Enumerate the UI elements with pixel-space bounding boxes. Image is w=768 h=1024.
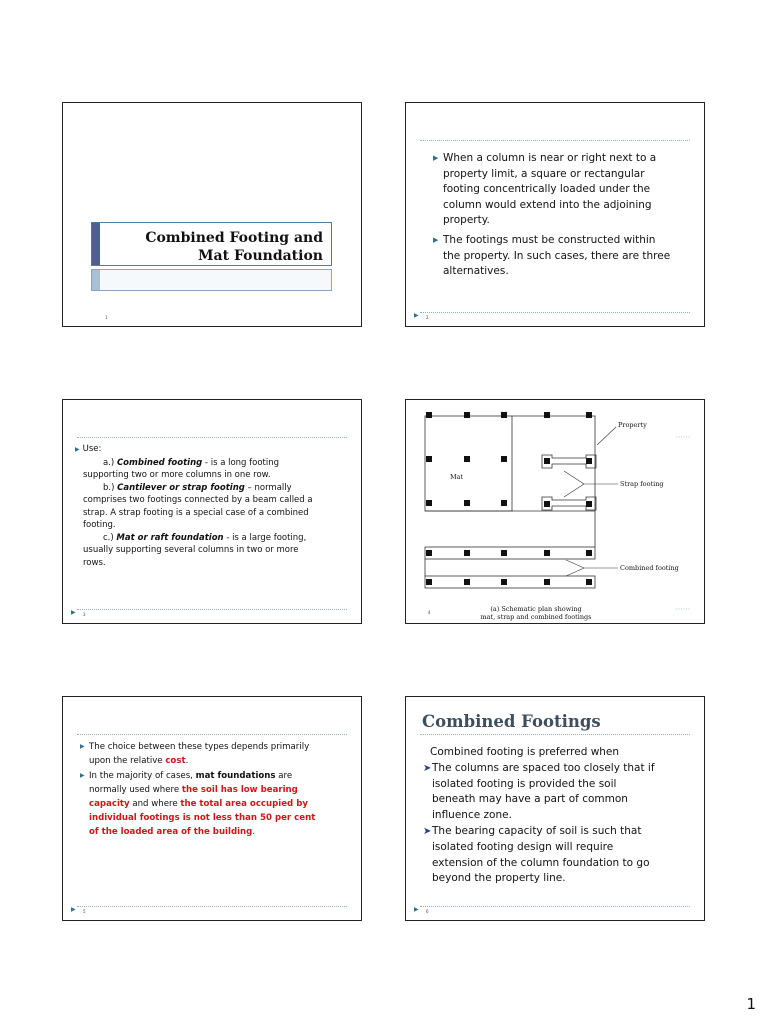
mat-outline [425,416,512,511]
p2-a: In the majority of cases, [89,771,196,781]
label-strap-footing: Strap footing [620,480,664,488]
bullet-arrow-icon: ➤ [423,762,432,774]
item-a-rest: - is a long footing [202,457,280,468]
footer-arrow-icon: ▶ [71,906,76,913]
slide-number: 4 [428,610,431,615]
item-c-rest: - is a large footing, [223,532,307,543]
bullet-2-line-3: alternatives. [443,265,509,277]
p2-line-5 [89,825,344,839]
title-accent-bar [92,223,100,265]
slide-number: 2 [426,315,429,320]
divider-top [77,437,347,438]
divider-bottom [77,906,347,907]
bullet-arrow-icon: ▶ [433,236,439,244]
p1-line-1: The choice between these types depends primarily [89,742,310,752]
bullet-arrow-icon: ➤ [423,825,432,837]
divider-bottom [420,312,690,313]
item-b-line-3: strap. A strap footing is a special case of a combined [83,507,309,518]
slide-body [80,740,344,840]
bullet-2 [433,233,698,280]
label-mat: Mat [450,473,464,481]
property-leader [597,427,616,445]
use-label: Use: [82,444,102,454]
p2-line-1 [89,769,344,783]
paragraph-2 [80,769,344,839]
intro-line: Combined footing is preferred when [430,746,620,758]
item-a-term: Combined footing [116,457,203,468]
title-box [91,222,332,266]
slide-number: 3 [83,612,86,617]
bullet-1-line-1: The columns are spaced too closely that if [432,761,655,774]
item-a-line-2: supporting two or more columns in one row. [83,470,271,480]
subtitle-accent-bar [92,270,100,290]
item-c-line-2: usually supporting several columns in two or more [83,545,299,555]
slide-number: 6 [426,909,429,914]
use-line [75,443,343,457]
bullet-1 [433,151,698,229]
bullet-2-line-4: beyond the property line. [432,872,566,885]
divider-bottom [77,609,347,610]
bullet-1-line-3: footing concentrically loaded under the [443,183,651,195]
p1-end: . [185,756,189,766]
subtitle-box [91,269,332,291]
divider-bottom [420,906,690,907]
item-c-term: Mat or raft foundation [116,532,224,543]
strap-leader-b [564,484,584,497]
bullet-1-line-1: When a column is near or right next to a [443,152,657,164]
item-c-line-3: rows. [83,557,106,568]
item-b-rest: – normally [244,482,292,493]
p2-bold: mat foundations [195,771,276,781]
caption-line-2: mat, strap and combined footings [480,613,592,621]
item-c-line-1 [83,532,343,545]
bullet-2-line-2: isolated footing design will require [432,840,614,853]
label-property: Property [618,421,647,429]
p2-red-2: capacity [89,799,130,809]
slide-2 [405,102,705,327]
bullet-arrow-icon: ▶ [75,446,80,453]
figure-caption [456,605,616,621]
p2-red-5: of the loaded area of the building [89,827,253,837]
p1-text: upon the relative [89,756,166,766]
combined-footing-1 [425,547,595,559]
slide-5 [62,696,362,921]
combined-leader-b [566,568,584,576]
p2-red-4: individual footings is not less than 50 per cent [89,813,316,823]
footer-arrow-icon: ▶ [414,312,419,319]
bullet-2-line-1: The footings must be constructed within [443,234,656,246]
item-a-line-1 [83,457,343,470]
label-combined-footing: Combined footing [620,564,679,572]
bullet-2-line-1: The bearing capacity of soil is such that [432,824,642,837]
p2-line-4 [89,811,344,825]
item-b-line-4: footing. [83,520,116,530]
bullet-1 [423,761,694,824]
p2-red-3: the total area occupied by [180,799,308,809]
combined-leader-a [566,560,584,568]
slide-body [75,443,343,569]
slide-number: 5 [83,909,86,914]
slide-1 [62,102,362,327]
item-b-prefix: b.) [103,482,118,493]
p1-line-2 [89,754,344,768]
bullet-1-line-4: column would extend into the adjoining [443,198,652,211]
title-line-2: Mat Foundation [198,248,323,264]
slide-body [423,745,694,887]
p2-d: normally used where [89,785,182,795]
bullet-1-line-4: influence zone. [432,809,512,822]
paragraph-1 [80,740,344,768]
slide-4 [405,399,705,624]
footer-arrow-icon: ▶ [414,906,419,913]
bullet-2-line-2: the property. In such cases, there are three [443,249,671,262]
footer-arrow-icon: ▶ [71,609,76,616]
item-c-prefix: c.) [103,532,117,543]
p2-line-2 [89,783,344,797]
divider-top [420,140,690,141]
p2-c: are [275,771,293,781]
slide-3 [62,399,362,624]
combined-footing-2 [425,576,595,588]
title-line-1: Combined Footing and [145,230,323,246]
property-line [512,416,595,547]
slide-number: 1 [105,315,108,320]
p2-e: and where [129,799,181,809]
item-b-term: Cantilever or strap footing [117,482,245,493]
divider-top [420,734,690,735]
bullet-1-line-2: property limit, a square or rectangular [443,167,645,180]
footing-plan-drawing [406,400,704,623]
slide-title [145,229,323,265]
item-b-line-2: comprises two footings connected by a beam called a [83,495,313,505]
caption-line-1: (a) Schematic plan showing [490,605,582,613]
item-b-line-1 [83,482,343,495]
strap-leader-a [564,471,584,484]
bullet-arrow-icon: ▶ [80,743,85,750]
bullet-1-line-2: isolated footing is provided the soil [432,777,617,790]
divider-top [77,734,347,735]
bullet-1-line-3: beneath may have a part of common [432,793,628,806]
page-number: 1 [746,995,756,1013]
item-a-prefix: a.) [103,457,117,468]
bullet-arrow-icon: ▶ [80,772,85,779]
p2-line-3 [89,797,344,811]
bullet-arrow-icon: ▶ [433,154,439,162]
p2-red-1: the soil has low bearing [181,785,298,795]
bullet-1-line-5: property. [443,214,490,226]
slide-6 [405,696,705,921]
slide-title: Combined Footings [422,712,601,731]
p2-end: . [252,827,256,837]
bullet-2-line-3: extension of the column foundation to go [432,856,650,869]
p1-red-cost: cost [165,756,186,766]
bullet-2 [423,824,694,887]
